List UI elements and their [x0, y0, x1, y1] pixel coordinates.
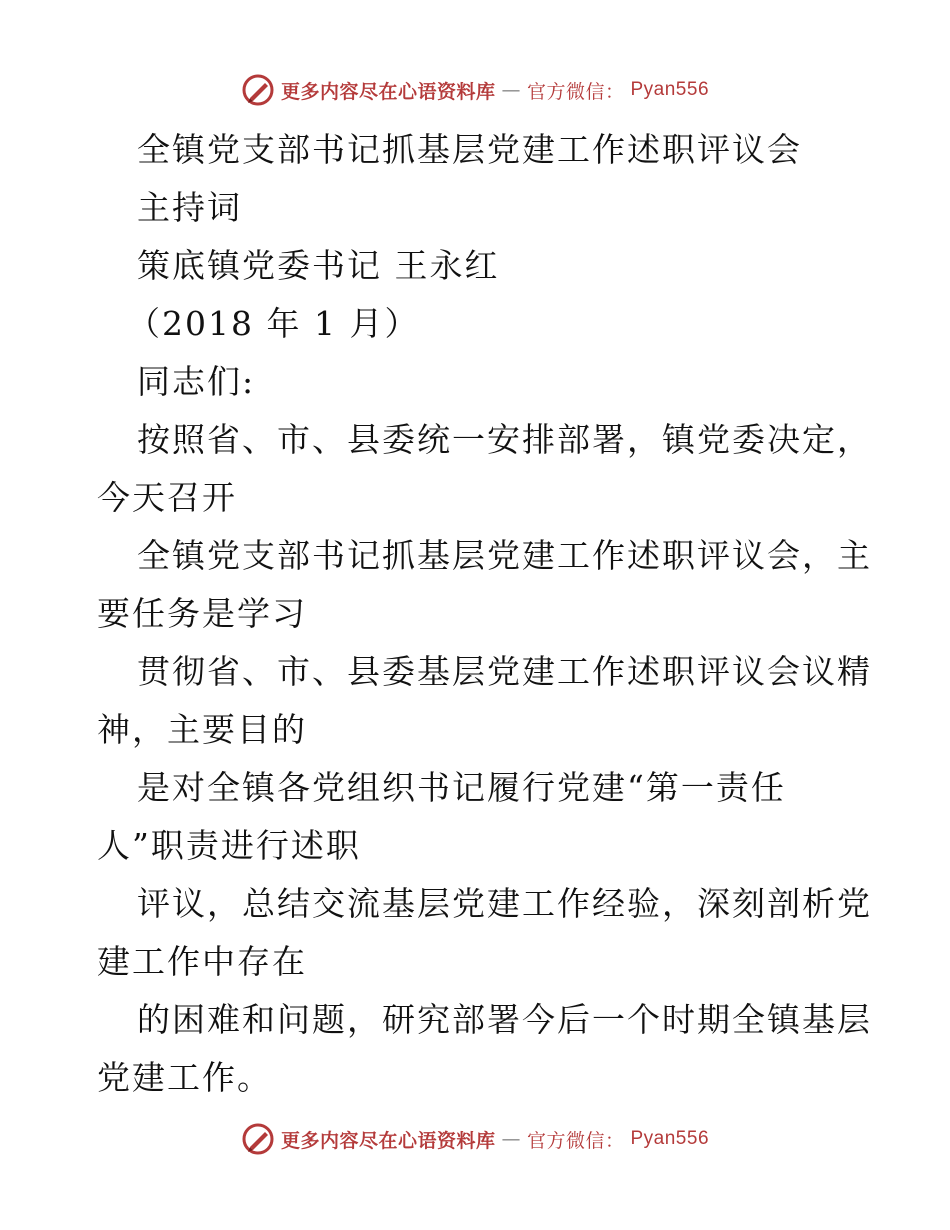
- watermark-label: 官方微信：: [526, 80, 625, 103]
- paragraph-line: 全镇党支部书记抓基层党建工作述职评议会，主: [137, 536, 872, 575]
- watermark-dash: —: [501, 79, 521, 101]
- title-line-2: 主持词: [137, 188, 242, 227]
- paragraph-line: 按照省、市、县委统一安排部署，镇党委决定，: [137, 420, 872, 459]
- paragraph-line: 要任务是学习: [97, 594, 307, 633]
- author-line: 策底镇党委书记 王永红: [137, 246, 500, 285]
- watermark-dash: —: [501, 1128, 521, 1150]
- paragraph-line: 建工作中存在: [97, 942, 307, 981]
- watermark-id: Pyan556: [630, 1128, 710, 1149]
- watermark-label: 官方微信：: [526, 1129, 625, 1152]
- paragraph-line: 评议，总结交流基层党建工作经验，深刻剖析党: [137, 884, 872, 923]
- watermark-text: 更多内容尽在心语资料库: [280, 80, 496, 103]
- footer-watermark: [0, 1119, 950, 1159]
- date-line: （2018 年 1 月）: [127, 304, 420, 343]
- title-line-1: 全镇党支部书记抓基层党建工作述职评议会: [137, 130, 802, 169]
- paragraph-line: 的困难和问题，研究部署今后一个时期全镇基层: [137, 1000, 872, 1039]
- salutation-line: 同志们:: [137, 362, 256, 401]
- pen-logo-icon: [241, 1122, 275, 1156]
- watermark-id: Pyan556: [630, 79, 710, 100]
- paragraph-line: 党建工作。: [97, 1058, 272, 1097]
- document-body: [97, 121, 872, 1107]
- paragraph-line: 神，主要目的: [97, 710, 307, 749]
- paragraph-line: 今天召开: [97, 478, 237, 517]
- pen-logo-icon: [241, 73, 275, 107]
- paragraph-line: 贯彻省、市、县委基层党建工作述职评议会议精: [137, 652, 872, 691]
- paragraph-line: 是对全镇各党组织书记履行党建“第一责任: [137, 768, 786, 807]
- header-watermark: [0, 70, 950, 110]
- paragraph-line: 人”职责进行述职: [97, 826, 361, 865]
- watermark-text: 更多内容尽在心语资料库: [280, 1129, 496, 1152]
